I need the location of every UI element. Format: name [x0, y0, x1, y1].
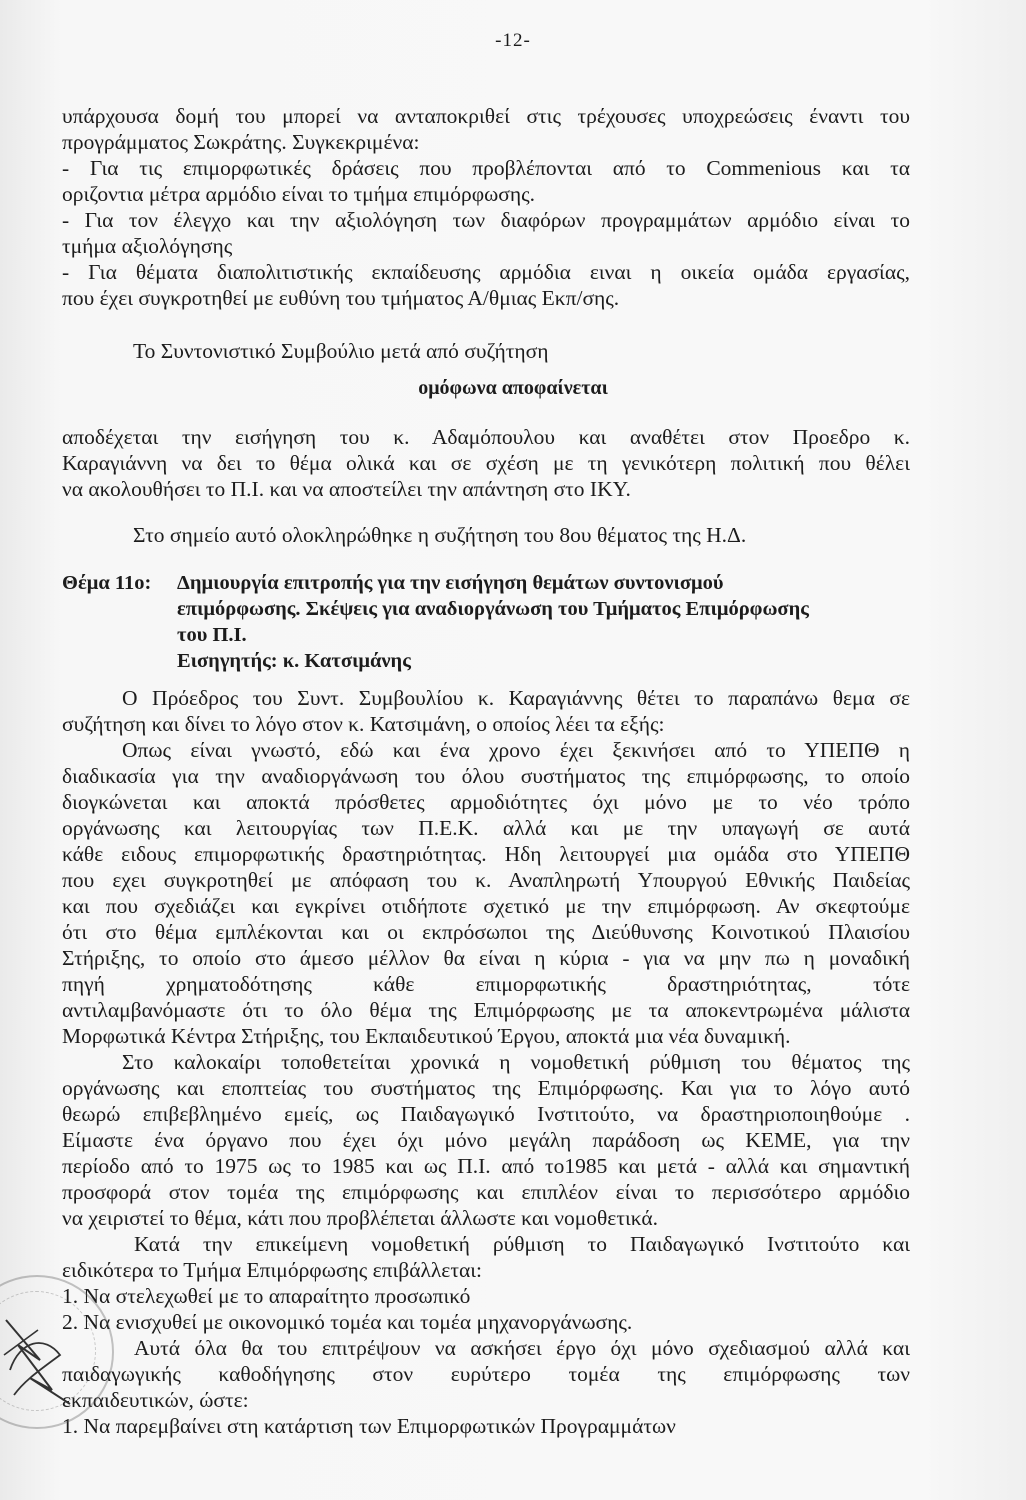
text-line: Είμαστε ένα όργανο που έχει όχι μόνο μεγάλη παράδοση ως ΚΕΜΕ, για την [62, 1128, 910, 1152]
text-line: Οπως είναι γνωστό, εδώ και ένα χρονο έχει ξεκινήσει από το ΥΠΕΠΘ η [122, 738, 910, 762]
text-line: που εχει συγκροτηθεί με απόφαση του κ. Αναπληρωτή Υπουργού Εθνικής Παιδείας [62, 868, 910, 892]
page-number: -12- [495, 30, 531, 51]
text-line: - Για τον έλεγχο και την αξιολόγηση των διαφόρων προγραμμάτων αρμόδιο είναι το [62, 208, 910, 232]
text-line: οριζοντια μέτρα αρμόδιο είναι το τμήμα επιμόρφωσης. [62, 182, 536, 206]
intro-paragraph [62, 103, 910, 311]
text-line: - Για θέματα διαπολιτιστικής εκπαίδευσης αρμόδια ειναι η οικεία ομάδα εργασίας, [62, 260, 910, 284]
topic-heading [62, 570, 922, 674]
text-line: συζήτηση και δίνει το λόγο στον κ. Κατσιμάνη, ο οποίος λέει τα εξής: [62, 712, 665, 736]
conclusion-statement: Στο σημείο αυτό ολοκληρώθηκε η συζήτηση του 8ου θέματος της Η.Δ. [133, 523, 747, 547]
text-line: παιδαγωγικής καθοδήγησης στον ευρύτερο τομέα της επιμόρφωσης των [62, 1362, 910, 1386]
text-line: - Για τις επιμορφωτικές δράσεις που προβλέπονται από το Commenious και τα [62, 156, 910, 180]
text-line: προγράμματος Σωκράτης. Συγκεκριμένα: [62, 130, 420, 154]
text-line: ότι στο θέμα εμπλέκονται και οι εκπρόσωποι της Διεύθυνσης Κοινοτικού Πλαισίου [62, 920, 910, 944]
text-line: αποδέχεται την εισήγηση του κ. Αδαμόπουλου και αναθέτει στον Προεδρο κ. [62, 425, 910, 449]
text-line: Καραγιάννη να δει το θέμα ολικά και σε σχέση με τη γενικότερη πολιτική που θέλει [62, 451, 910, 475]
body-text [62, 685, 910, 1439]
signature [0, 1300, 80, 1410]
text-line: να ακολουθήσει το Π.Ι. και να αποστείλει την απάντηση στο ΙΚΥ. [62, 477, 631, 501]
text-line: διαδικασία για την αναδιοργάνωση του όλου συστήματος της επιμόρφωσης, το οποίο [62, 764, 910, 788]
text-line: κάθε ειδους επιμορφωτικής δραστηριότητας. Ηδη λειτουργεί μια ομάδα στο ΥΠΕΠΘ [62, 842, 910, 866]
text-line: τμήμα αξιολόγησης [62, 234, 233, 258]
text-line: ειδικότερα το Τμήμα Επιμόρφωσης επιβάλλεται: [62, 1258, 482, 1282]
text-line: περίοδο από το 1975 ως το 1985 και ως Π.Ι. από το1985 και μετά - αλλά και σημαντική [62, 1154, 910, 1178]
text-line: Κατά την επικείμενη νομοθετική ρύθμιση το Παιδαγωγικό Ινστιτούτο και [134, 1232, 910, 1256]
text-line: και που σχεδιάζει και εγκρίνει οτιδήποτε σχετικό με την επιμόρφωση. Αν σκεφτούμε [62, 894, 910, 918]
text-line: να χειριστεί το θέμα, κάτι που προβλέπεται άλλωστε και νομοθετικά. [62, 1206, 659, 1230]
text-line: υπάρχουσα δομή του μπορεί να ανταποκριθεί στις τρέχουσες υποχρεώσεις έναντι του [62, 104, 910, 128]
resolution-heading: ομόφωνα αποφαίνεται [418, 377, 608, 399]
list-item: 1. Να παρεμβαίνει στη κατάρτιση των Επιμορφωτικών Προγραμμάτων [62, 1414, 676, 1438]
text-line: Στήριξης, το οποίο στο άμεσο μέλλον θα είναι η κύρια - για να μην πω η μοναδική [62, 946, 910, 970]
topic-label: Θέμα 11ο: [62, 572, 152, 594]
text-line: εκπαιδευτικών, ώστε: [62, 1388, 249, 1412]
topic-title-line: επιμόρφωσης. Σκέψεις για αναδιοργάνωση του Τμήματος Επιμόρφωσης [177, 598, 809, 620]
text-line: προσφορά στον τομέα της επιμόρφωσης και επιπλέον είναι το περισσότερο αρμόδιο [62, 1180, 910, 1204]
topic-title-line: του Π.Ι. [177, 624, 247, 646]
text-line: οργάνωσης και εποπτείας του συστήματος της Επιμόρφωσης. Και για το λόγο αυτό [62, 1076, 910, 1100]
topic-speaker: Εισηγητής: κ. Κατσιμάνης [177, 650, 411, 672]
text-line: Στο καλοκαίρι τοποθετείται χρονικά η νομοθετική ρύθμιση του θέματος της [122, 1050, 910, 1074]
text-line: οργάνωσης και λειτουργίας των Π.Ε.Κ. αλλά και με την υπαγωγή σε αυτά [62, 816, 910, 840]
council-statement: Το Συντονιστικό Συμβούλιο μετά από συζήτηση [133, 339, 549, 363]
text-line: Ο Πρόεδρος του Συντ. Συμβουλίου κ. Καραγιάννης θέτει το παραπάνω θεμα σε [122, 686, 910, 710]
text-line: που έχει συγκροτηθεί με ευθύνη του τμήματος Α/θμιας Εκπ/σης. [62, 286, 620, 310]
text-line: πηγή χρηματοδότησης κάθε επιμορφωτικής δραστηριότητας, τότε [62, 972, 910, 996]
list-item: 1. Να στελεχωθεί με το απαραίτητο προσωπικό [62, 1284, 471, 1308]
text-line: Μορφωτικά Κέντρα Στήριξης, του Εκπαιδευτικού Έργου, αποκτά μια νέα δυναμική. [62, 1024, 791, 1048]
decision-paragraph [62, 424, 910, 502]
text-line: αντιλαμβανόμαστε ότι το όλο θέμα της Επιμόρφωσης με τα αποκεντρωμένα μάλιστα [62, 998, 910, 1022]
topic-title-line: Δημιουργία επιτροπής για την εισήγηση θεμάτων συντονισμού [177, 572, 724, 594]
text-line: διογκώνεται και αποκτά πρόσθετες αρμοδιότητες όχι μόνο με το νέο τρόπο [62, 790, 910, 814]
text-line: θεωρώ επιβεβλημένο εμείς, ως Παιδαγωγικό Ινστιτούτο, να δραστηριοποιηθούμε . [62, 1102, 910, 1126]
list-item: 2. Να ενισχυθεί με οικονομικό τομέα και τομέα μηχανοργάνωσης. [62, 1310, 633, 1334]
text-line: Αυτά όλα θα του επιτρέψουν να ασκήσει έργο όχι μόνο σχεδιασμού αλλά και [134, 1336, 910, 1360]
